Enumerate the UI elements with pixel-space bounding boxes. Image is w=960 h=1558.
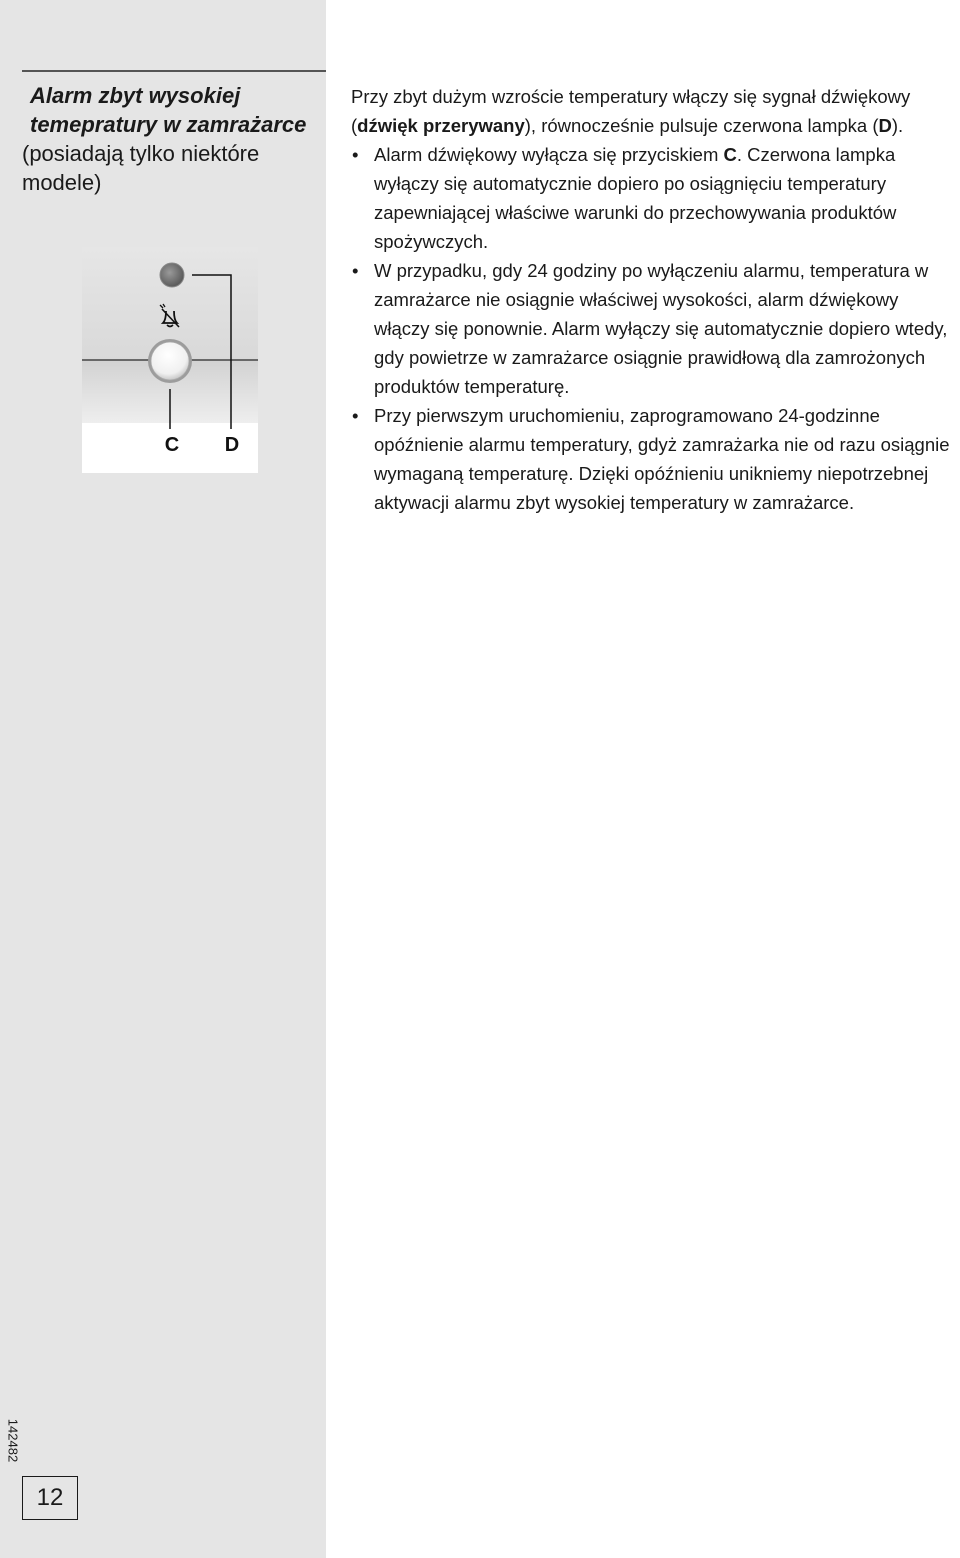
list-item: • Przy pierwszym uruchomieniu, zaprogramowano 24-godzinne opóźnienie alarmu temperatury, gdyż zamrażarka nie od razu osiągnie wymaganą temperaturę. Dzięki opóźnieniu unikniemy niepotrzebnej aktywacji alarmu zbyt wysokiej temperatury w zamrażarce. xyxy=(351,401,951,517)
instruction-list xyxy=(351,140,951,517)
alarm-button-c[interactable] xyxy=(148,339,192,383)
control-panel-figure xyxy=(82,247,258,473)
sidebar-rule xyxy=(22,70,326,72)
section-subtitle: (posiadają tylko niektóre modele) xyxy=(22,141,260,195)
main-content xyxy=(351,82,951,517)
label-d: D xyxy=(224,434,240,456)
alarm-lamp-d xyxy=(160,263,184,287)
page-number: 12 xyxy=(22,1476,78,1520)
sidebar xyxy=(0,0,326,1558)
sidebar-heading-block xyxy=(22,81,312,197)
bullet-glyph: • xyxy=(352,260,359,281)
label-c: C xyxy=(164,434,180,456)
intro-emphasis-sound: dźwięk przerywany xyxy=(357,115,525,136)
intro-paragraph: Przy zbyt dużym wzroście temperatury włączy się sygnał dźwiękowy (dźwięk przerywany), równocześnie pulsuje czerwona lampka (D). xyxy=(351,86,911,136)
intro-emphasis-lamp: D xyxy=(878,115,892,136)
bullet-glyph: • xyxy=(352,405,359,426)
bullet-glyph: • xyxy=(352,144,359,165)
list-item: • W przypadku, gdy 24 godziny po wyłączeniu alarmu, temperatura w zamrażarce nie osiągnie właściwej wysokości, alarm dźwiękowy włączy się ponownie. Alarm wyłączy się automatycznie dopiero wtedy, gdy powietrze w zamrażarce osiągnie prawidłową dla zamrożonych produktów temperaturę. xyxy=(351,256,951,401)
control-panel-illustration xyxy=(82,247,258,473)
document-serial: 142482 xyxy=(5,1418,21,1463)
list-item: • Alarm dźwiękowy wyłącza się przyciskiem C. Czerwona lampka wyłączy się automatycznie dopiero po osiągnięciu temperatury zapewniającej właściwe warunki do przechowywania produktów spożywczych. xyxy=(351,140,951,256)
section-title: Alarm zbyt wysokiej temepratury w zamrażarce xyxy=(30,83,307,137)
